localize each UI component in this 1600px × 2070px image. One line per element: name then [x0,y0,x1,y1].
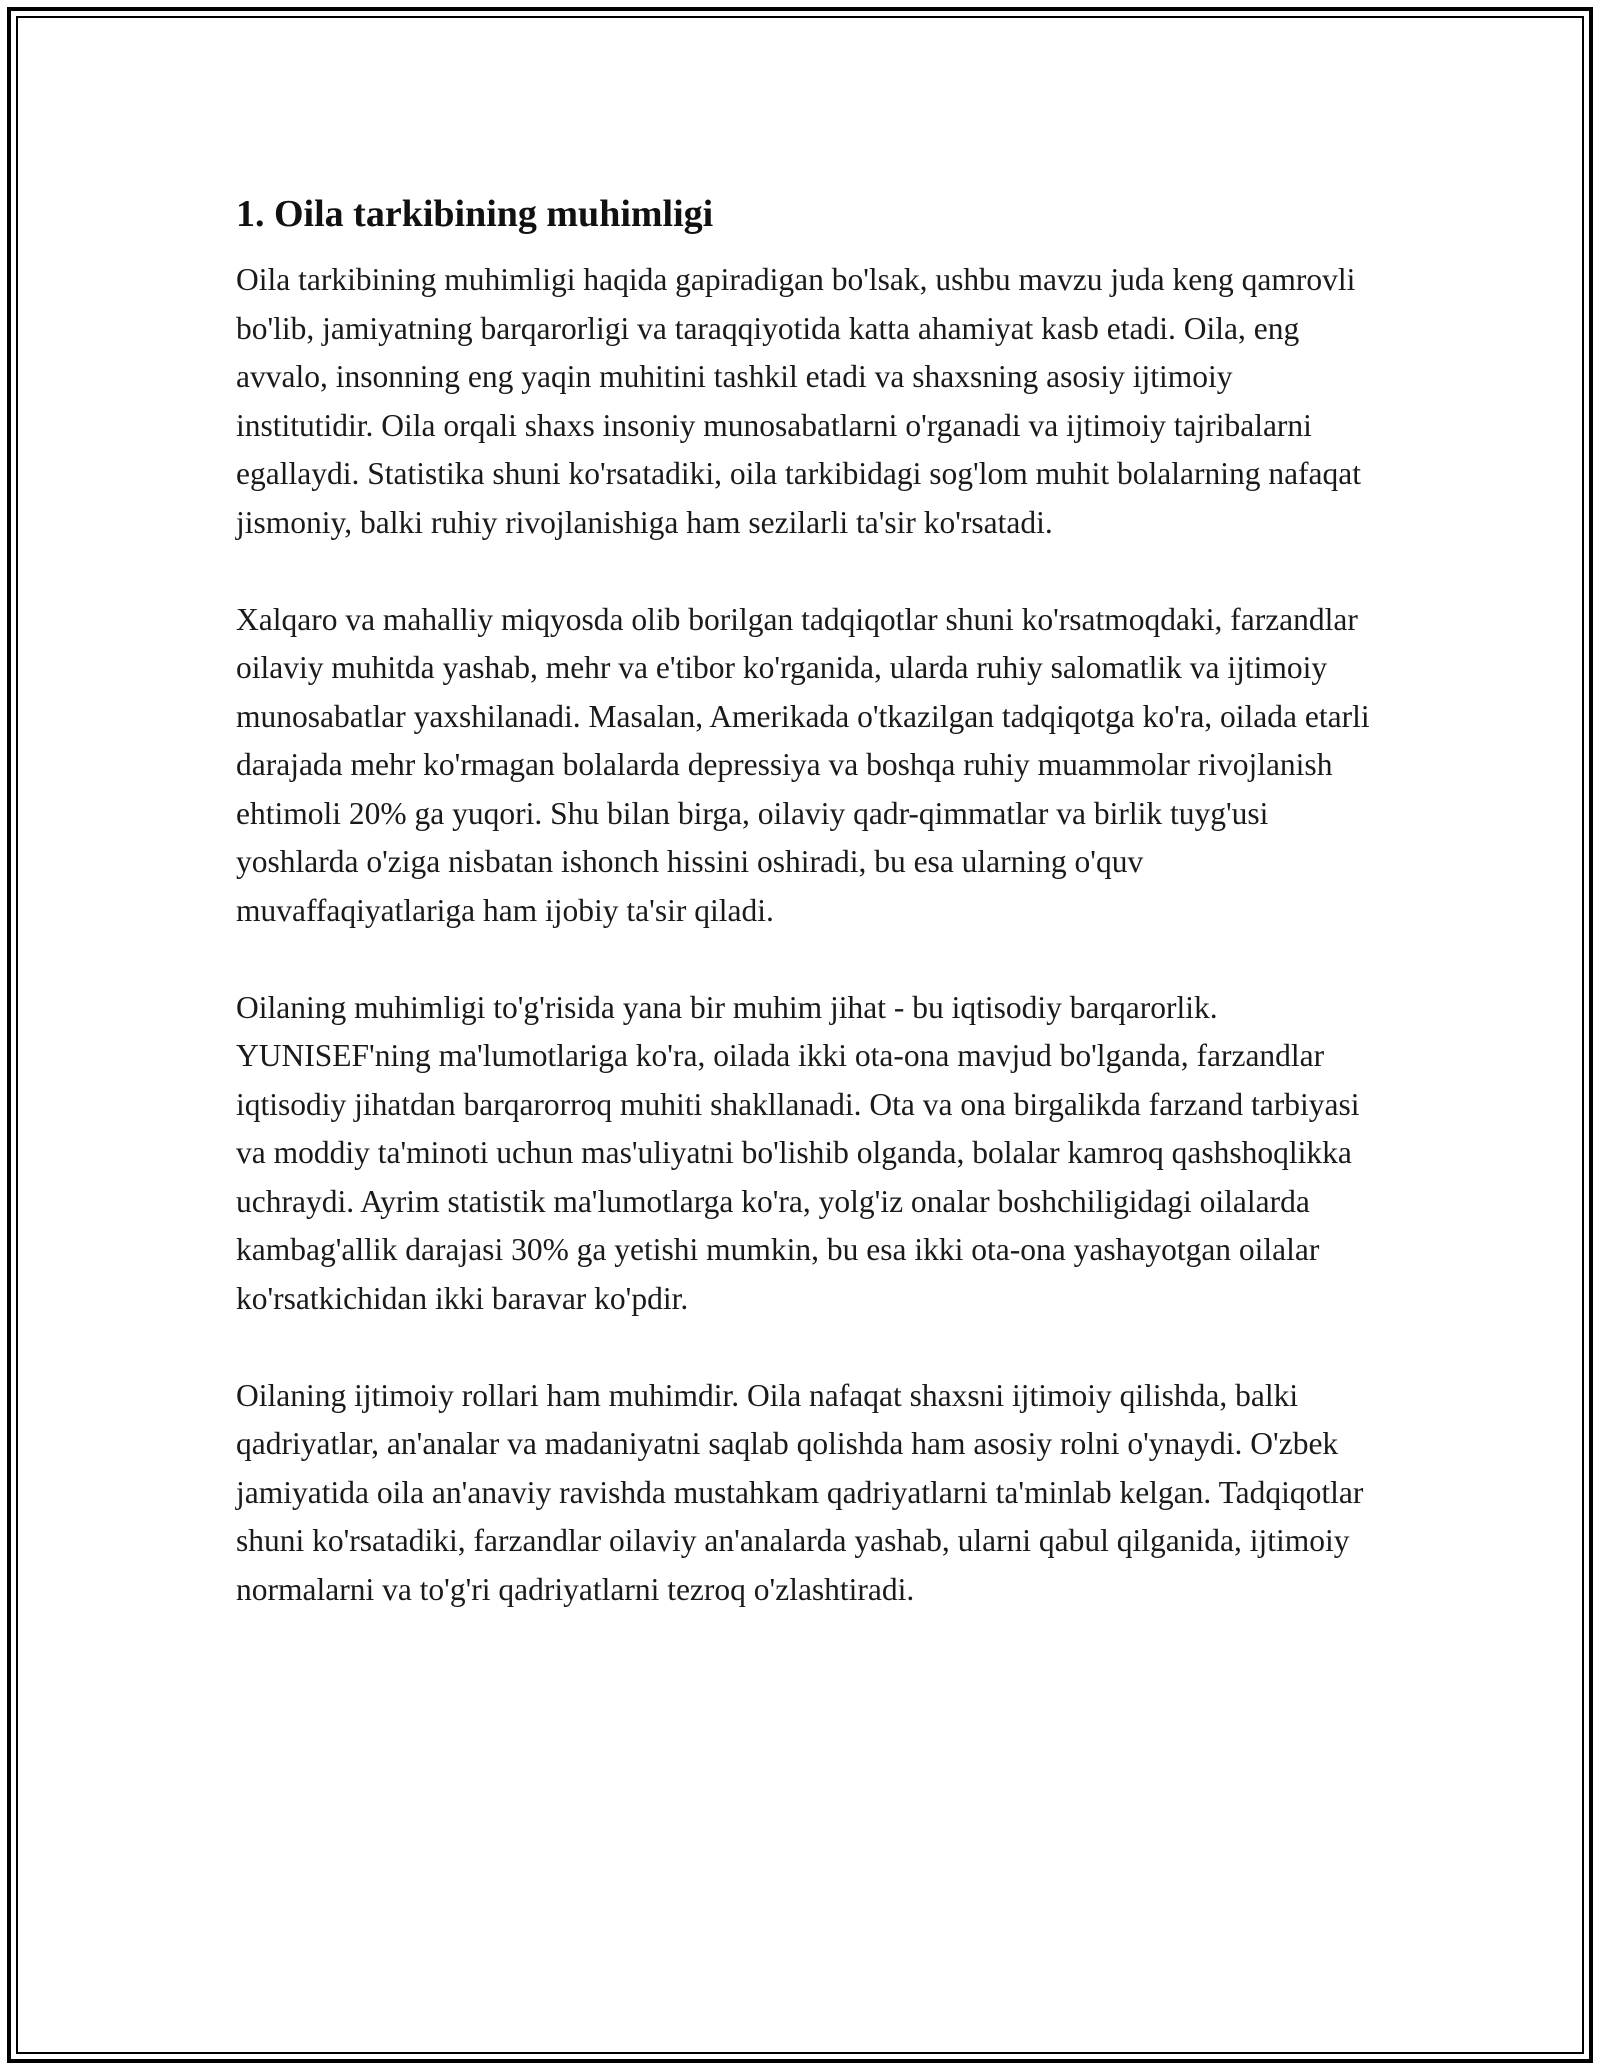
paragraph-1: Oila tarkibining muhimligi haqida gapiradigan bo'lsak, ushbu mavzu juda keng qamrovli bo'lib, jamiyatning barqarorligi va taraqqiyotida katta ahamiyat kasb etadi. Oila, eng avvalo, insonning eng yaqin muhitini tashkil etadi va shaxsning asosiy ijtimoiy institutidir. Oila orqali shaxs insoniy munosabatlarni o'rganadi va ijtimoiy tajribalarni egallaydi. Statistika shuni ko'rsatadiki, oila tarkibidagi sog'lom muhit bolalarning nafaqat jismoniy, balki ruhiy rivojlanishiga ham sezilarli ta'sir ko'rsatadi. [236,262,1362,540]
paragraph-4: Oilaning ijtimoiy rollari ham muhimdir. Oila nafaqat shaxsni ijtimoiy qilishda, balki qadriyatlar, an'analar va madaniyatni saqlab qolishda ham asosiy rolni o'ynaydi. O'zbek jamiyatida oila an'anaviy ravishda mustahkam qadriyatlarni ta'minlab kelgan. Tadqiqotlar shuni ko'rsatadiki, farzandlar oilaviy an'analarda yashab, ularni qabul qilganida, ijtimoiy normalarni va to'g'ri qadriyatlarni tezroq o'zlashtiradi. [236,1377,1364,1607]
document-body [236,184,1376,1614]
paragraph-2: Xalqaro va mahalliy miqyosda olib borilgan tadqiqotlar shuni ko'rsatmoqdaki, farzandlar oilaviy muhitda yashab, mehr va e'tibor ko'rganida, ularda ruhiy salomatlik va ijtimoiy munosabatlar yaxshilanadi. Masalan, Amerikada o'tkazilgan tadqiqotga ko'ra, oilada etarli darajada mehr ko'rmagan bolalarda depressiya va boshqa ruhiy muammolar rivojlanish ehtimoli 20% ga yuqori. Shu bilan birga, oilaviy qadr-qimmatlar va birlik tuyg'usi yoshlarda o'ziga nisbatan ishonch hissini oshiradi, bu esa ularning o'quv muvaffaqiyatlariga ham ijobiy ta'sir qiladi. [236,601,1370,928]
section-heading: 1. Oila tarkibining muhimligi [236,193,714,235]
paragraph-3: Oilaning muhimligi to'g'risida yana bir muhim jihat - bu iqtisodiy barqarorlik. YUNISEF'ning ma'lumotlariga ko'ra, oilada ikki ota-ona mavjud bo'lganda, farzandlar iqtisodiy jihatdan barqarorroq muhiti shakllanadi. Ota va ona birgalikda farzand tarbiyasi va moddiy ta'minoti uchun mas'uliyatni bo'lishib olganda, bolalar kamroq qashshoqlikka uchraydi. Ayrim statistik ma'lumotlarga ko'ra, yolg'iz onalar boshchiligidagi oilalarda kambag'allik darajasi 30% ga yetishi mumkin, bu esa ikki ota-ona yashayotgan oilalar ko'rsatkichidan ikki baravar ko'pdir. [236,989,1360,1316]
